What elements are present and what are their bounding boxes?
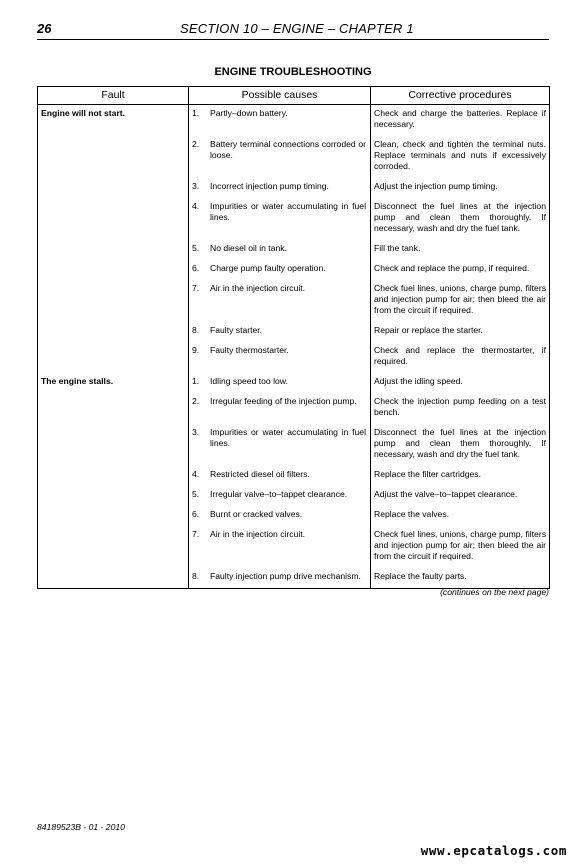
cause-item [189, 181, 366, 192]
document-code: 84189523B - 01 - 2010 [37, 822, 125, 832]
table-row [38, 526, 550, 568]
table-header-row [38, 87, 550, 105]
corrective-procedure-cell: Replace the filter cartridges. [371, 466, 550, 486]
page-number: 26 [37, 21, 52, 36]
table-row [38, 342, 550, 373]
fault-cell [38, 260, 189, 280]
cause-text: Air in the injection circuit. [210, 529, 306, 539]
cause-item [189, 489, 366, 500]
cause-item [189, 201, 366, 223]
cause-number: 6. [192, 263, 200, 273]
corrective-procedure-cell: Fill the tank. [371, 240, 550, 260]
cause-text: Burnt or cracked valves. [210, 509, 303, 519]
continues-note: (continues on the next page) [440, 587, 549, 597]
cause-cell [189, 486, 371, 506]
cause-item [189, 139, 366, 161]
fault-cell [38, 486, 189, 506]
column-header-causes: Possible causes [189, 87, 371, 105]
cause-item [189, 243, 366, 254]
corrective-procedure-cell: Check and replace the pump, if required. [371, 260, 550, 280]
corrective-procedure-cell: Adjust the idling speed. [371, 373, 550, 393]
section-title: SECTION 10 – ENGINE – CHAPTER 1 [180, 21, 414, 36]
cause-number: 2. [192, 139, 200, 149]
doc-title: ENGINE TROUBLESHOOTING [214, 66, 372, 78]
header-rule [37, 39, 549, 40]
cause-cell [189, 466, 371, 486]
fault-cell [38, 280, 189, 322]
corrective-procedure-cell: Check fuel lines, unions, charge pump, filters and injection pump for air; then bleed the air from the circuit if required. [371, 526, 550, 568]
cause-text: Impurities or water accumulating in fuel lines. [210, 201, 366, 222]
cause-number: 8. [192, 325, 200, 335]
cause-item [189, 345, 366, 356]
cause-cell [189, 342, 371, 373]
cause-number: 1. [192, 376, 200, 386]
fault-cell [38, 198, 189, 240]
cause-text: Partly–down battery. [210, 108, 288, 118]
table-row [38, 373, 550, 393]
cause-number: 6. [192, 509, 200, 519]
corrective-procedure-cell: Check fuel lines, unions, charge pump, filters and injection pump for air; then bleed the air from the circuit if required. [371, 280, 550, 322]
fault-cell [38, 526, 189, 568]
fault-cell: Engine will not start. [38, 105, 189, 137]
troubleshooting-table [37, 86, 550, 589]
cause-item [189, 263, 366, 274]
fault-cell [38, 342, 189, 373]
cause-number: 3. [192, 427, 200, 437]
column-header-corrective: Corrective procedures [371, 87, 550, 105]
cause-number: 4. [192, 201, 200, 211]
cause-cell [189, 136, 371, 178]
corrective-procedure-cell: Replace the faulty parts. [371, 568, 550, 589]
fault-cell [38, 424, 189, 466]
corrective-procedure-cell: Disconnect the fuel lines at the injection pump and clean them thoroughly. If necessary, wash and dry the fuel tank. [371, 198, 550, 240]
corrective-procedure-cell: Clean, check and tighten the terminal nuts. Replace terminals and nuts if excessively corroded. [371, 136, 550, 178]
cause-text: Faulty injection pump drive mechanism. [210, 571, 361, 581]
cause-cell [189, 322, 371, 342]
cause-item [189, 283, 366, 294]
cause-text: Charge pump faulty operation. [210, 263, 326, 273]
cause-item [189, 396, 366, 407]
cause-cell [189, 393, 371, 424]
cause-cell [189, 178, 371, 198]
cause-cell [189, 280, 371, 322]
cause-item [189, 325, 366, 336]
fault-cell [38, 506, 189, 526]
cause-item [189, 529, 366, 540]
corrective-procedure-cell: Check the injection pump feeding on a test bench. [371, 393, 550, 424]
cause-text: Air in the injection circuit. [210, 283, 306, 293]
fault-cell [38, 136, 189, 178]
table-body [38, 105, 550, 589]
corrective-procedure-cell: Disconnect the fuel lines at the injection pump and clean them thoroughly. If necessary, wash and dry the fuel tank. [371, 424, 550, 466]
corrective-procedure-cell: Replace the valves. [371, 506, 550, 526]
cause-cell [189, 240, 371, 260]
table-row [38, 136, 550, 178]
corrective-procedure-cell: Adjust the injection pump timing. [371, 178, 550, 198]
corrective-procedure-cell: Check and charge the batteries. Replace if necessary. [371, 105, 550, 137]
fault-cell [38, 240, 189, 260]
table-row [38, 198, 550, 240]
column-header-fault: Fault [38, 87, 189, 105]
cause-number: 7. [192, 529, 200, 539]
watermark: www.epcatalogs.com [420, 843, 567, 858]
corrective-procedure-cell: Check and replace the thermostarter, if required. [371, 342, 550, 373]
cause-cell [189, 424, 371, 466]
cause-cell [189, 260, 371, 280]
fault-cell [38, 568, 189, 589]
fault-cell [38, 178, 189, 198]
cause-cell [189, 506, 371, 526]
cause-text: Faulty starter. [210, 325, 263, 335]
cause-item [189, 376, 366, 387]
table-row [38, 486, 550, 506]
cause-text: Idling speed too low. [210, 376, 288, 386]
cause-cell [189, 526, 371, 568]
cause-item [189, 509, 366, 520]
cause-text: No diesel oil in tank. [210, 243, 287, 253]
table-row [38, 322, 550, 342]
cause-number: 9. [192, 345, 200, 355]
cause-number: 2. [192, 396, 200, 406]
cause-number: 8. [192, 571, 200, 581]
corrective-procedure-cell: Adjust the valve–to–tappet clearance. [371, 486, 550, 506]
cause-number: 4. [192, 469, 200, 479]
corrective-procedure-cell: Repair or replace the starter. [371, 322, 550, 342]
cause-text: Irregular valve–to–tappet clearance. [210, 489, 348, 499]
table-row [38, 393, 550, 424]
cause-number: 3. [192, 181, 200, 191]
cause-cell [189, 568, 371, 589]
table-row [38, 424, 550, 466]
cause-text: Restricted diesel oil filters. [210, 469, 310, 479]
cause-cell [189, 198, 371, 240]
fault-cell [38, 322, 189, 342]
cause-text: Irregular feeding of the injection pump. [210, 396, 357, 406]
table-row [38, 466, 550, 486]
cause-item [189, 469, 366, 480]
cause-item [189, 571, 366, 582]
cause-text: Faulty thermostarter. [210, 345, 289, 355]
table-row [38, 260, 550, 280]
cause-number: 5. [192, 489, 200, 499]
cause-cell [189, 373, 371, 393]
cause-cell [189, 105, 371, 137]
table-row [38, 506, 550, 526]
cause-text: Impurities or water accumulating in fuel lines. [210, 427, 366, 448]
cause-number: 5. [192, 243, 200, 253]
fault-cell [38, 393, 189, 424]
table-row [38, 105, 550, 137]
cause-item [189, 108, 366, 119]
table-row [38, 280, 550, 322]
cause-number: 1. [192, 108, 200, 118]
fault-cell [38, 466, 189, 486]
table-row [38, 568, 550, 589]
table-row [38, 240, 550, 260]
cause-item [189, 427, 366, 449]
cause-text: Incorrect injection pump timing. [210, 181, 329, 191]
cause-text: Battery terminal connections corroded or loose. [210, 139, 366, 160]
fault-cell: The engine stalls. [38, 373, 189, 393]
cause-number: 7. [192, 283, 200, 293]
table-row [38, 178, 550, 198]
